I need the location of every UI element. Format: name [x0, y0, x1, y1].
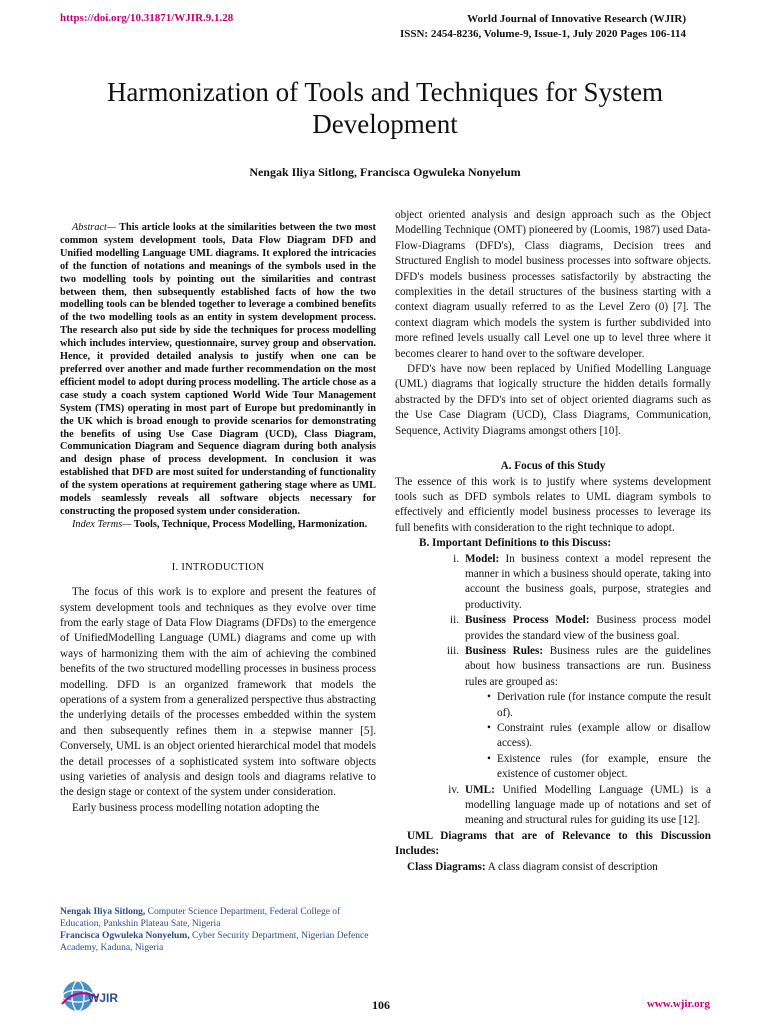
abstract-label: Abstract— [72, 222, 117, 233]
bullet-icon: • [487, 722, 491, 734]
definition-term: Business Process Model: [465, 614, 590, 627]
doi-link[interactable]: https://doi.org/10.31871/WJIR.9.1.28 [60, 12, 234, 24]
definition-term: UML: [465, 783, 495, 796]
subsection-heading-focus: A. Focus of this Study [500, 460, 606, 473]
rule-type-item [487, 752, 711, 783]
bullet-icon: • [487, 691, 491, 704]
definition-item [395, 644, 711, 690]
globe-logo-icon [58, 976, 138, 1016]
footnote-author-1: Nengak Iliya Sitlong, [60, 907, 146, 917]
right-column [395, 208, 711, 875]
section-heading-introduction [60, 560, 376, 575]
definition-term: Business Rules: [465, 644, 544, 657]
abstract [60, 222, 376, 532]
rule-type-text: Constraint rules (example allow or disallow access). [497, 722, 711, 750]
definition-number: iii. [446, 644, 459, 657]
paper-title [60, 76, 710, 140]
definition-number: iv. [448, 783, 459, 796]
definition-text: Unified Modelling Language (UML) is a modelling language made up of notations and set of meaning and structural rules for guiding its use [12]. [465, 783, 711, 827]
definition-item [395, 552, 711, 614]
title-line-2: Development [312, 109, 458, 139]
definition-text: Business rules are the guidelines about how business transactions are run. Business rules are grouped as: [465, 644, 711, 688]
journal-header [400, 12, 686, 42]
author-affiliations [60, 906, 376, 954]
rule-type-text: Existence rules (for example, ensure the existence of customer object. [497, 752, 711, 781]
abstract-text: This article looks at the similarities between the two most common system development tools, Data Flow Diagram DFD and Unified modelling Language UML diagrams. It explored the intricacies of the function of notations and meanings of the symbols used in the two modelling tools by pointing out the similarities and contrast between them, then subsequently established facts of how the two modelling tools can be blended together to leverage a combined benefits of the two modelling tools as an entity in system development process. The research also put side by side the techniques for process modelling which includes interview, questionnaire, survey group and observation. Hence, it provided detailed analysis to justify when one can be preferred over another and made further recommendation on the most efficient model to adopt during process modelling. The article chose as a case study a coach system captioned World Wide Tour Management System (TMS) operating in most part of Europe but predominantly in the UK which is broad enough to provide scenarios for demonstrating the benefits of using Use Case Diagram (UCD), Class Diagram, Communication Diagram and Sequence diagram during both analysis and design phase of process development. In conclusion it was established that DFD are most suited for understanding of functionality of the system operations at requirement gathering stage where as UML models seamlessly reveals all software objects necessary for constructing the proposed system under consideration. [60, 222, 376, 517]
focus-paragraph: The essence of this work is to justify where systems development tools such as DFD symbols relates to UML diagram symbols to effectively and efficiently model business processes to leverage its full benefits with consideration to the right technique to adopt. [395, 475, 711, 534]
section-title: INTRODUCTION [181, 561, 265, 573]
logo-text: WJIR [88, 991, 118, 1005]
definition-list [395, 552, 711, 829]
intro-paragraph-2: Early business process modelling notation adopting the [72, 801, 320, 814]
wjir-logo [58, 976, 138, 1016]
definition-number: i. [453, 552, 459, 565]
rule-type-text: Derivation rule (for instance compute the result of). [497, 691, 711, 719]
page-number: 106 [372, 998, 390, 1012]
intro-paragraph-1: The focus of this work is to explore and present the features of system development tools and techniques as they evolve over time from the early stage of Data Flow Diagrams (DFDs) to the emergence of UnifiedModelling Language (UML) diagrams and come up with ways of harmonizing them with the aim of achieving the combined benefits of the two structured modelling processes in business process modelling. DFD is an organized framework that models the operations of a system from a generalized perspective thus abstracting the underlying details of the processes embedded within the system and then subsequently refines them in a stepwise manner [5]. Conversely, UML is an object oriented hierarchical model that models the detail processes of a sophisticated system into software objects using varieties of analysis and design tools and diagrams relative to the design stage or context of the system under consideration. [60, 586, 376, 799]
index-terms-text: Tools, Technique, Process Modelling, Harmonization. [131, 518, 368, 530]
definition-item [395, 783, 711, 829]
author-list: Nengak Iliya Sitlong, Francisca Ogwuleka Nonyelum [249, 165, 521, 179]
left-column [60, 222, 376, 816]
bullet-icon: • [487, 752, 491, 765]
definition-number: ii. [449, 614, 459, 627]
uml-diagrams-heading: UML Diagrams that are of Relevance to this Discussion Includes: [395, 829, 711, 858]
title-line-1: Harmonization of Tools and Techniques for System [106, 77, 664, 107]
footnote-author-2: Francisca Ogwuleka Nonyelum, [60, 931, 190, 941]
footnote-affiliation-2: Cyber Security Department, Nigerian Defence Academy, Kaduna, Nigeria [60, 931, 369, 953]
definition-text: In business context a model represent the manner in which a business should operate, taking into account the business goals, purpose, strategies and productivity. [465, 552, 711, 611]
class-diagrams-text: A class diagram consist of description [485, 860, 658, 873]
footnote-affiliation-1: Computer Science Department, Federal College of Education, Pankshin Plateau Sate, Nigeria [60, 907, 341, 929]
right-paragraph-2: DFD's have now been replaced by Unified Modelling Language (UML) diagrams that logically structure the hidden details formally abstracted by the DFD's into set of object oriented diagrams such as the Use Case Diagram (UCD), Class Diagrams, Communication, Sequence, Activity Diagrams amongst others [10]. [395, 363, 711, 437]
rule-type-item [487, 721, 711, 752]
index-terms-label: Index Terms— [72, 518, 132, 530]
definition-term: Model: [465, 552, 500, 565]
class-diagrams-term: Class Diagrams: [407, 860, 486, 873]
right-paragraph-1: object oriented analysis and design approach such as the Object Modelling Technique (OMT) pioneered by (Loomis, 1987) used Data-Flow-Diagrams (DFD's), Class diagrams, Decision trees and Structured English to model business processes into software objects. DFD's models business processes satisfactorily by abstracting the complexities in the detail structures of the business starting with a context diagram usually referred to as the Level Zero (0) [7]. The context diagram which models the system is further subdivided into more refined levels usually call Level one up to level three where it becomes clearer to hand over to the software developer. [395, 209, 711, 360]
journal-issn: ISSN: 2454-8236, Volume-9, Issue-1, July 2020 Pages 106-114 [399, 28, 686, 40]
class-diagrams-paragraph [395, 860, 711, 875]
subsection-heading-definitions: B. Important Definitions to this Discuss: [419, 537, 612, 550]
website-link[interactable]: www.wjir.org [646, 998, 710, 1010]
definition-item [395, 613, 711, 644]
rule-type-item [487, 690, 711, 721]
definition-text: Business process model provides the standard view of the business goal. [465, 614, 711, 642]
section-number: I. [171, 561, 182, 573]
journal-name: World Journal of Innovative Research (WJIR) [467, 13, 686, 25]
